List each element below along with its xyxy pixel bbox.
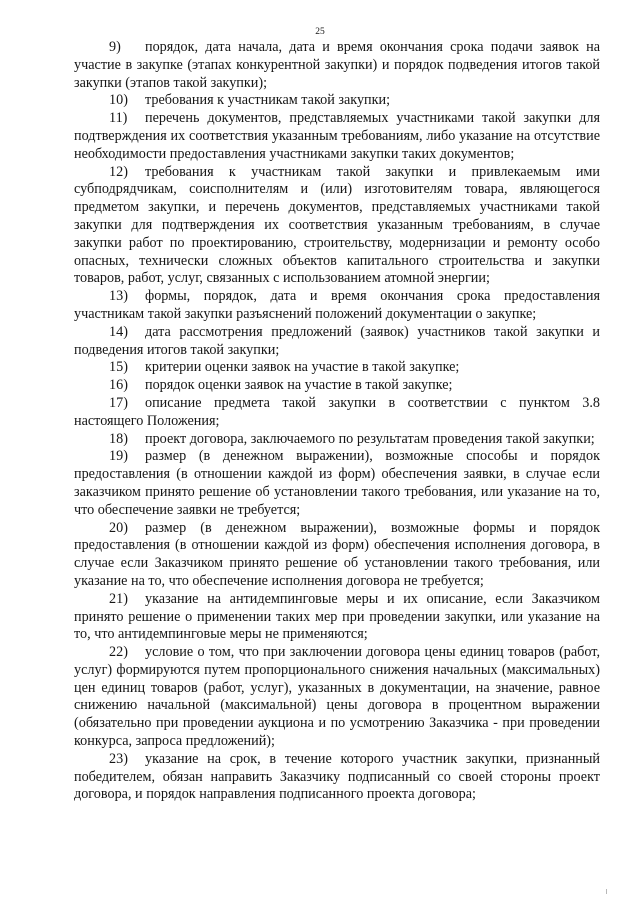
item-text: требования к участникам такой закупки и привлекаемым ими субподрядчикам, соисполнителям и (или) изготовителям товара, являющегося предметом закупки, и перечень документов, представляемых участниками такой закупки для подтверждения их соответствия указанным требованиям, в случае закупки работ по проектированию, строительству, модернизации и ремонту особо опасных, технически сложных объектов капитального строительства и закупки товаров, работ, услуг, связанных с использованием атомной энергии; (74, 163, 600, 287)
list-item (74, 288, 600, 324)
list-item (74, 644, 600, 751)
item-text: размер (в денежном выражении), возможные формы и порядок предоставления (в отношении каждой из форм) обеспечения исполнения договора, в случае если Заказчиком принято решение об установлении такого требования, или указание на то, что обеспечение исполнения договора не требуется; (74, 519, 600, 589)
document-body (74, 39, 600, 804)
item-text: условие о том, что при заключении договора цены единиц товаров (работ, услуг) формируются путем пропорционального снижения начальных (максимальных) цен единиц товаров (работ, услуг), указанных в документации, на значение, равное снижению начальной (максимальной) цены договора в процентном выражении (обязательно при проведении аукциона и по усмотрению Заказчика - при проведении конкурса, запроса предложений); (74, 644, 600, 750)
list-item (74, 164, 600, 289)
item-text: требования к участникам такой закупки; (145, 92, 391, 109)
item-number: 21) (109, 590, 128, 607)
list-item (74, 377, 600, 395)
item-number: 10) (109, 92, 128, 109)
item-text: порядок, дата начала, дата и время окончания срока подачи заявок на участие в закупке (этапах конкурентной закупки) и порядок подведения итогов такой закупки (этапов такой закупки); (74, 39, 600, 91)
item-number: 13) (109, 288, 128, 305)
item-number: 16) (109, 377, 128, 394)
list-item (74, 92, 600, 110)
item-text: описание предмета такой закупки в соответствии с пунктом 3.8 настоящего Положения; (74, 394, 600, 429)
list-item (74, 110, 600, 163)
item-text: размер (в денежном выражении), возможные способы и порядок предоставления (в отношении каждой из форм) обеспечения заявки, в случае если заказчиком принято решение об установлении такого требования, или указание на то, что обеспечение заявки не требуется; (74, 448, 600, 518)
item-number: 9) (109, 39, 121, 55)
item-number: 15) (109, 359, 128, 376)
item-number: 23) (109, 750, 128, 767)
item-number: 14) (109, 323, 128, 340)
item-number: 18) (109, 430, 128, 447)
item-text: критерии оценки заявок на участие в такой закупке; (145, 359, 460, 376)
item-number: 19) (109, 448, 128, 465)
list-item (74, 324, 600, 360)
item-number: 12) (109, 163, 128, 180)
item-number: 11) (109, 110, 128, 127)
list-item (74, 591, 600, 644)
list-item (74, 359, 600, 377)
item-text: дата рассмотрения предложений (заявок) участников такой закупки и подведения итогов такой закупки; (74, 323, 600, 358)
page-number: 25 (315, 27, 325, 37)
item-number: 17) (109, 394, 128, 411)
item-text: порядок оценки заявок на участие в такой закупке; (145, 377, 453, 394)
item-text: перечень документов, представляемых участниками такой закупки для подтверждения их соответствия указанным требованиям, либо указание на отсутствие необходимости предоставления участниками закупки таких документов; (74, 110, 600, 162)
item-text: проект договора, заключаемого по результатам проведения такой закупки; (145, 430, 595, 447)
item-number: 20) (109, 519, 128, 536)
list-item (74, 520, 600, 591)
list-item (74, 448, 600, 519)
list-item (74, 395, 600, 431)
item-number: 22) (109, 644, 128, 661)
list-item (74, 39, 600, 92)
item-text: указание на срок, в течение которого участник закупки, признанный победителем, обязан направить Заказчику подписанный со своей стороны проект договора, и порядок направления подписанного проекта договора; (74, 750, 600, 803)
list-item (74, 751, 600, 804)
item-text: формы, порядок, дата и время окончания срока предоставления участникам такой закупки разъяснений положений документации о закупке; (74, 288, 600, 322)
list-item (74, 431, 600, 449)
item-text: указание на антидемпинговые меры и их описание, если Заказчиком принято решение о применении таких мер при проведении закупки, или указание на то, что антидемпинговые меры не применяются; (74, 590, 600, 643)
scan-edge-mark (606, 889, 607, 894)
